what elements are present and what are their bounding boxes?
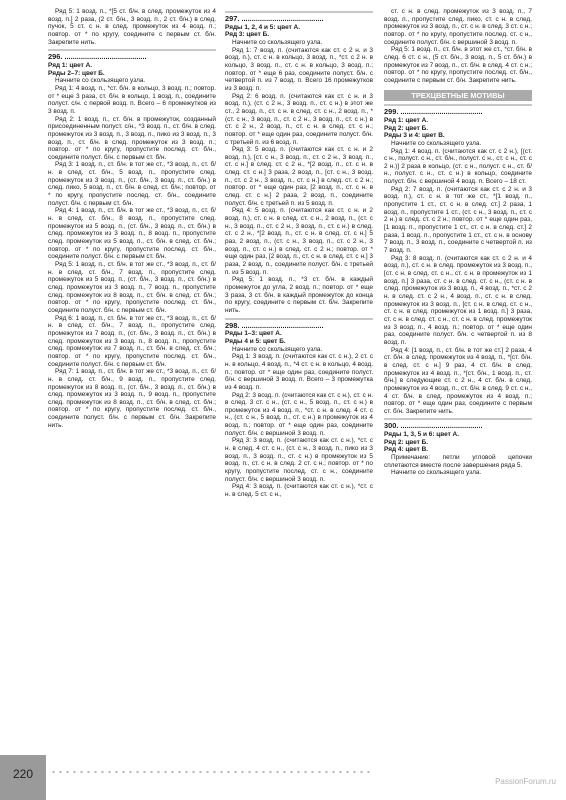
instruction-paragraph: Ряд 5: 1 возд. п., ст. б/н. в тот же ст., *3 возд. п., ст. б/н. в след. ст. б/н., 7 возд. п., пропустите след. промежуток из 5 возд. п., (ст. б/н., 3 возд. п., ст. б/н.) в след. промежуток из 3 возд. п., 7 возд. п., пропустите след. промежуток из 8 возд. п., ст. б/н. в след. ст. б/н.; повтор. от * по кругу, пропустите послед. ст. б/н., соедините полуст. б/н. с первым ст. б/н. [48, 261, 216, 314]
instruction-paragraph: Ряд 1: 4 возд. п. (считаются как ст. с 2 н.), [(ст. с н., полуст. с н., ст. б/н., полуст. с н., ст. с н., ст. с 2 н.)] 2 раза в кольцо, (ст. с н., полуст. с н., ст. б/н., полуст. с н., ст. с н.) в кольцо, соедините полуст. б/н. с вершиной 4 возд. п. Всего – 18 ст. [384, 147, 532, 186]
instruction-paragraph: ст. с н. в след. промежуток из 3 возд. п., 7 возд. п., пропустите след. пико, ст. с н. в след. промежуток из 3 возд. п., ст. с н. в след. 3 ст. с н.; повтор. от * по кругу, пропустите послед. ст. с н., соедините полуст. б/н. с вершиной 3 возд. п. [384, 8, 532, 46]
color-row-line: Ряды 4 и 5: цвет Б. [225, 337, 286, 345]
pattern-number-heading: 297. ........................................ [225, 11, 373, 23]
instruction-paragraph: Ряд 4: [1 возд. п., ст. б/н. в тот же ст.] 2 раза, 4 ст. б/н. в след. промежуток из 4 возд. п., *[ст. б/н. в след. ст. с н.] 9 раз, 4 ст. б/н. в след. промежуток из 4 возд. п., *[ст. б/н., 1 возд. п., ст. б/н.] в следующие ст. с 2 н., 4 ст. б/н. в след. промежуток из 4 возд. п., ст. б/н. в след. 9 ст. с н., 4 ст. б/н. в след. промежуток из 4 возд. п.; повтор. от * еще один раз, соедините с первым ст. б/н. Закрепите нить. [384, 346, 532, 415]
color-row-line: Ряды 1, 3, 5 и 6: цвет А. [384, 431, 459, 439]
instruction-paragraph: Ряд 4: 1 возд. п., ст. б/н. в тот же ст., *3 возд. п., ст. б/н. в след. ст. б/н., 8 возд. п., пропустите след. промежуток из 5 возд. п., (ст. б/н., 3 возд. п., ст. б/н.) в след. промежуток из 3 возд. п., 8 возд. п., пропустите след. промежуток из 5 возд. п., ст. б/н. в след. ст. б/н.; повтор. от * по кругу, пропустите послед. ст. б/н., соедините полуст. б/н. с первым ст. б/н. [48, 207, 216, 261]
instruction-paragraph: Ряд 5: 1 возд. п., *3 ст. б/н. в каждый промежуток до угла, 2 возд. п.; повтор. от * еще 3 раза, 3 ст. б/н. в каждый промежуток до конца по кругу, соедините с первым ст. б/н. Закрепите нить. [225, 276, 373, 314]
instruction-paragraph: Ряд 2: 1 возд. п., ст. б/н. в промежуток, созданный присоединенным полуст. с/н., *3 возд. п., ст. б/н. в след. промежуток из 3 возд. п., 3 возд. п., пико из 3 возд. п., 3 возд. п., ст. б/н. в след. промежуток из 3 возд. п.; повтор. от * по кругу, пропустите послед. ст. б/н., соедините полуст. б/н. с первым ст. б/н. [48, 115, 216, 161]
instruction-paragraph: Ряд 3: 3 возд. п. (считаются как ст. с н.), *ст. с н. в след. 4 ст. с н., (ст. с н., 3 возд. п., пико из 3 возд. п., 3 возд. п., ст. с н.) в промежуток из 5 возд. п., ст. с н. в след. 2 ст. с н.; повтор. от * по кругу, пропустите послед. ст. с н., соедините полуст. б/н. с вершиной 3 возд. п. [225, 437, 373, 483]
section-banner: ТРЕХЦВЕТНЫЕ МОТИВЫ [384, 90, 532, 102]
pattern-number-heading: 296. ........................................ [48, 49, 216, 61]
color-row-line: Ряд 2: цвет Б. [384, 124, 429, 132]
instruction-paragraph: Ряд 4: 3 возд. п. (считаются как ст. с н.), *ст. с н. в след. 5 ст. с н., [225, 483, 373, 499]
text-column-right [384, 8, 532, 756]
instruction-paragraph: Начните со скользящего узла. [232, 38, 323, 46]
instruction-paragraph: Ряд 1: 3 возд. п. (считаются как ст. с н.), 2 ст. с н. в кольцо, 4 возд. п., *4 ст. с н. в кольцо, 4 возд. п.; повтор. от * еще один раз, соедините полуст. б/н. с вершиной 3 возд. п. Всего – 3 промежутка из 4 возд. п. [225, 353, 373, 391]
pattern-number-heading: 299. ........................................ [384, 104, 532, 116]
color-row-line: Ряд 4: цвет В. [384, 446, 429, 454]
color-row-line: Ряды 3 и 4: цвет В. [384, 132, 445, 140]
instruction-paragraph: Ряд 1: 4 возд. п., *ст. б/н. в кольцо, 3 возд. п.; повтор. от * еще 3 раза, ст. б/н. в кольцо, 1 возд. п., соедините полуст. с/н. с первой возд. п. Всего – 6 промежутков из 3 возд. п. [48, 84, 216, 115]
instruction-paragraph: Ряд 6: 1 возд. п., ст. б/н. в тот же ст., *3 возд. п., ст. б/н. в след. ст. б/н., 7 возд. п., пропустите след. промежуток из 7 возд. п., (ст. б/н., 3 возд. п., ст. б/н.) в след. промежуток из 3 возд. п., 8 возд. п., пропустите след. промежуток из 7 возд. п., ст. б/н. в след. ст. б/н.; повтор. от * по кругу, пропустите послед. ст. б/н., соедините полуст. б/н. с первым ст. б/н. [48, 314, 216, 368]
instruction-paragraph: Примечание: петли угловой цепочки сплетаются вместе после завершения ряда 5. [384, 454, 532, 469]
instruction-paragraph: Ряд 5: 1 возд. п., *[5 ст. б/н. в след. промежуток из 4 возд. п.] 2 раза, (2 ст. б/н., 3 возд. п., 2 ст. б/н.) в след. пучок, 5 ст. с н. в след. промежуток из 4 возд. п.; повтор. от * по кругу, соедините с первым ст. б/н. Закрепите нить. [48, 8, 216, 46]
instruction-paragraph: Ряд 1: 7 возд. п. (считаются как ст. с 2 н. и 3 возд. п.), ст. с н. в кольцо, 3 возд. п., *ст. с 2 н. в кольцо, 3 возд. п., ст. с н. в кольцо, 3 возд. п.; повтор. от * еще 6 раз, соедините полуст. б/н. с четвертой п. из 7 возд. п. Всего 16 промежутков из 3 возд. п. [225, 46, 373, 92]
color-row-line: Ряд 2: цвет Б. [384, 438, 429, 446]
watermark: PassionForum.ru [495, 777, 556, 786]
page-footer [0, 755, 566, 800]
page-number: 220 [13, 767, 34, 781]
instruction-paragraph: Ряд 4: 5 возд. п. (считаются как ст. с н. и 2 возд. п.), ст. с н. в след. ст. с н., 2 возд. п., (ст. с н., 3 возд. п., ст. с 2 н., 3 возд. п., ст. с н.) в след. ст. с 2 н., *[2 возд. п., ст. с н. в след. ст. с н.] 5 раз, 2 возд. п., (ст. с н., 3 возд. п., ст. с 2 н., 3 возд. п., ст. с н.) в след. ст. с 2 н.; повтор. от * еще один раз, [2 возд. п., ст. с н. в след. ст. с н.] 3 раза, 2 возд. п., соедините полуст. б/н. с третьей п. из 5 возд. п. [225, 207, 373, 276]
color-row-line: Ряд 3: цвет Б. [225, 31, 270, 39]
pattern-number-heading: 300. ........................................ [384, 418, 532, 430]
instruction-paragraph: Ряд 7: 1 возд. п., ст. б/н. в тот же ст., *3 возд. п., ст. б/н. в след. ст. б/н., 9 возд. п., пропустите след. промежуток из 8 возд. п., (ст. б/н., 3 возд. п., ст. б/н.) в след. промежуток из 3 возд. п., 9 возд. п., пропустите след. промежуток из 8 возд. п., ст. б/н. в след. ст. б/н.; повтор. от * по кругу, пропустите послед. ст. б/н., соедините полуст. б/н. с первым ст. б/н. Закрепите нить. [48, 368, 216, 429]
instruction-paragraph: Ряд 2: 6 возд. п. (считаются как ст. с н. и 3 возд. п.), (ст. с 2 н., 3 возд. п., ст. с н.) в этот же ст., 2 возд. п., ст. с н. в след. ст. с н., 2 возд. п., *(ст. с н., 3 возд. п., ст. с 2 н., 3 возд. п., ст. с н.) в ст. с 2 н., 2 возд. п., ст. с н. в след. ст. с н.; повтор. от * еще один раз, соедините полуст. б/н. с третьей п. из 6 возд. п. [225, 92, 373, 146]
instruction-paragraph: Ряд 3: 8 возд. п. (считаются как ст. с 2 н. и 4 возд. п.), ст. с н. в след. промежуток из 3 возд. п., [ст. с н. в след. ст. с н., ст. с н. в промежуток из 1 возд. п.] 3 раза, ст. с н. в след. ст. с н., (ст. с н. в след. промежуток из 3 возд. п., 4 возд. п., *ст. с 2 н. в след. ст. с 2 н., 4 возд. п., ст. с н. в след. промежуток из 3 возд. п., [ст. с н. в след. ст. с н., ст. с н. в след. промежуток из 1 возд. п.] 3 раза, ст. с н. в след. ст. с н., ст. с н. в след. промежуток из 3 возд. п., 4 возд. п.; повтор. от * еще один раз, соедините полуст. б/н. с четвертой п. из 8 возд. п. [384, 254, 532, 346]
pattern-number-heading: 298. ........................................ [225, 318, 373, 330]
footer-dotted-rule [50, 770, 370, 774]
text-column-middle [225, 8, 373, 756]
instruction-paragraph: Начните со скользящего узла. [232, 345, 323, 353]
text-column-left [48, 8, 216, 750]
instruction-paragraph: Ряд 5: 1 возд. п., ст. б/н. в этот же ст., *ст. б/н. в след. 6 ст. с н., (5 ст. б/н., 3 возд. п., 5 ст. б/н.) в промежуток из 7 возд. п., ст. б/н. в след. 4 ст. с н.; повтор. от * по кругу, пропустите послед. ст. б/н., соедините с первым ст. б/н. Закрепите нить. [384, 46, 532, 84]
color-row-line: Ряды 1, 2, 4 и 5: цвет А. [225, 23, 300, 31]
instruction-paragraph: Ряд 2: 3 возд. п. (считаются как ст. с н.), ст. с н. в след. 3 ст. с н., (ст. с н., 5 возд. п., ст. с н.) в промежуток из 4 возд. п., *ст. с н. в след. 4 ст. с н., (ст. с н., 5 возд. п., ст. с н.) в промежуток из 4 возд. п.; повтор. от * еще один раз, соедините полуст. б/н. с вершиной 3 возд. п. [225, 391, 373, 437]
instruction-paragraph: Начните со скользящего узла. [391, 139, 482, 147]
color-row-line: Ряд 1: цвет А. [384, 116, 429, 124]
instruction-paragraph: Ряд 2: 7 возд. п. (считаются как ст. с 2 н. и 3 возд. п.), ст. с н. в тот же ст., *[1 возд. п., пропустите 1 ст., ст. с н. в след. ст.] 2 раза, 1 возд. п., пропустите 1 ст., (ст. с н., 3 возд. п., ст. с 2 н.) в след. ст. с 2 н.; повтор. от * еще один раз, [1 возд. п., пропустите 1 ст., ст. с н. в след. ст.] 2 раза, 1 возд. п., пропустите 1 ст., ст. с н. в основу 7 возд. п., 3 возд. п., соедините с четвертой п. из 7 возд. п. [384, 185, 532, 255]
instruction-paragraph: Ряд 3: 1 возд. п., ст. б/н. в тот же ст., *3 возд. п., ст. б/н. в след. ст. б/н., 5 возд. п., пропустите след. промежуток из 3 возд. п., (ст. б/н., 3 возд. п., ст. б/н.) в след. пико, 5 возд. п., ст. б/н. в след. ст. б/н.; повтор. от * по кругу, пропустите послед. ст. б/н., соедините полуст. б/н. с первым ст. б/н. [48, 161, 216, 207]
color-row-line: Ряды 2–7: цвет Б. [48, 69, 105, 77]
color-row-line: Ряды 1–3: цвет А. [225, 330, 282, 338]
instruction-paragraph: Начните со скользящего узла. [55, 77, 146, 85]
instruction-paragraph: Ряд 3: 5 возд. п. (считаются как ст. с н. и 2 возд. п.), [ст. с н., 3 возд. п., ст. с 2 н., 3 возд. п., ст. с н.] в след. ст. с 2 н., *[2 возд. п., ст. с н. в след. ст. с н.] 3 раза, 2 возд. п., [ст. с н., 3 возд. п., ст. с 2 н., 3 возд. п., ст. с н.] в след. ст. с 2 н.; повтор. от * еще один раз, [2 возд. п., ст. с н. в след. ст. с н.] 2 раза, 2 возд. п., соедините полуст. б/н. с третьей п. из 5 возд. п. [225, 146, 373, 207]
instruction-paragraph: Начните со скользящего узла. [391, 469, 482, 477]
color-row-line: Ряд 1: цвет А. [48, 61, 93, 69]
